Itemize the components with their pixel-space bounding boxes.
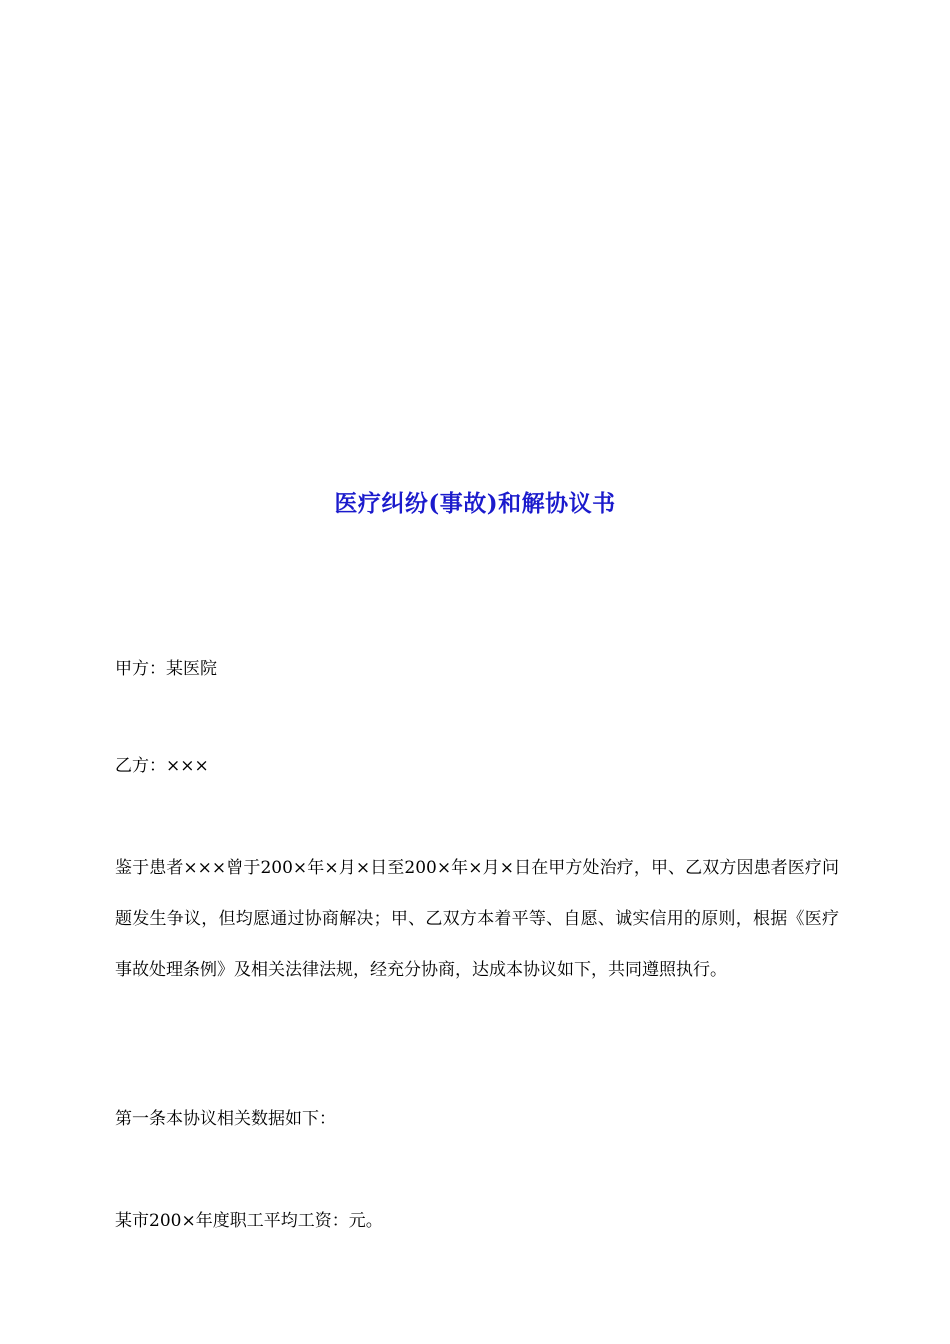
- party-b-line: 乙方：×××: [115, 756, 209, 776]
- intro-paragraph: 鉴于患者×××曾于200×年×月×日至200×年×月×日在甲方处治疗，甲、乙双方因患者医疗问题发生争议，但均愿通过协商解决；甲、乙双方本着平等、自愿、诚实信用的原则，根据《医疗事故处理条例》及相关法律法规，经充分协商，达成本协议如下，共同遵照执行。: [115, 858, 839, 980]
- average-salary-line: 某市200×年度职工平均工资：元。: [115, 1211, 383, 1231]
- document-title: 医疗纠纷(事故)和解协议书: [334, 490, 616, 517]
- party-a-line: 甲方：某医院: [115, 659, 217, 679]
- article-1-heading: 第一条本协议相关数据如下：: [115, 1109, 336, 1129]
